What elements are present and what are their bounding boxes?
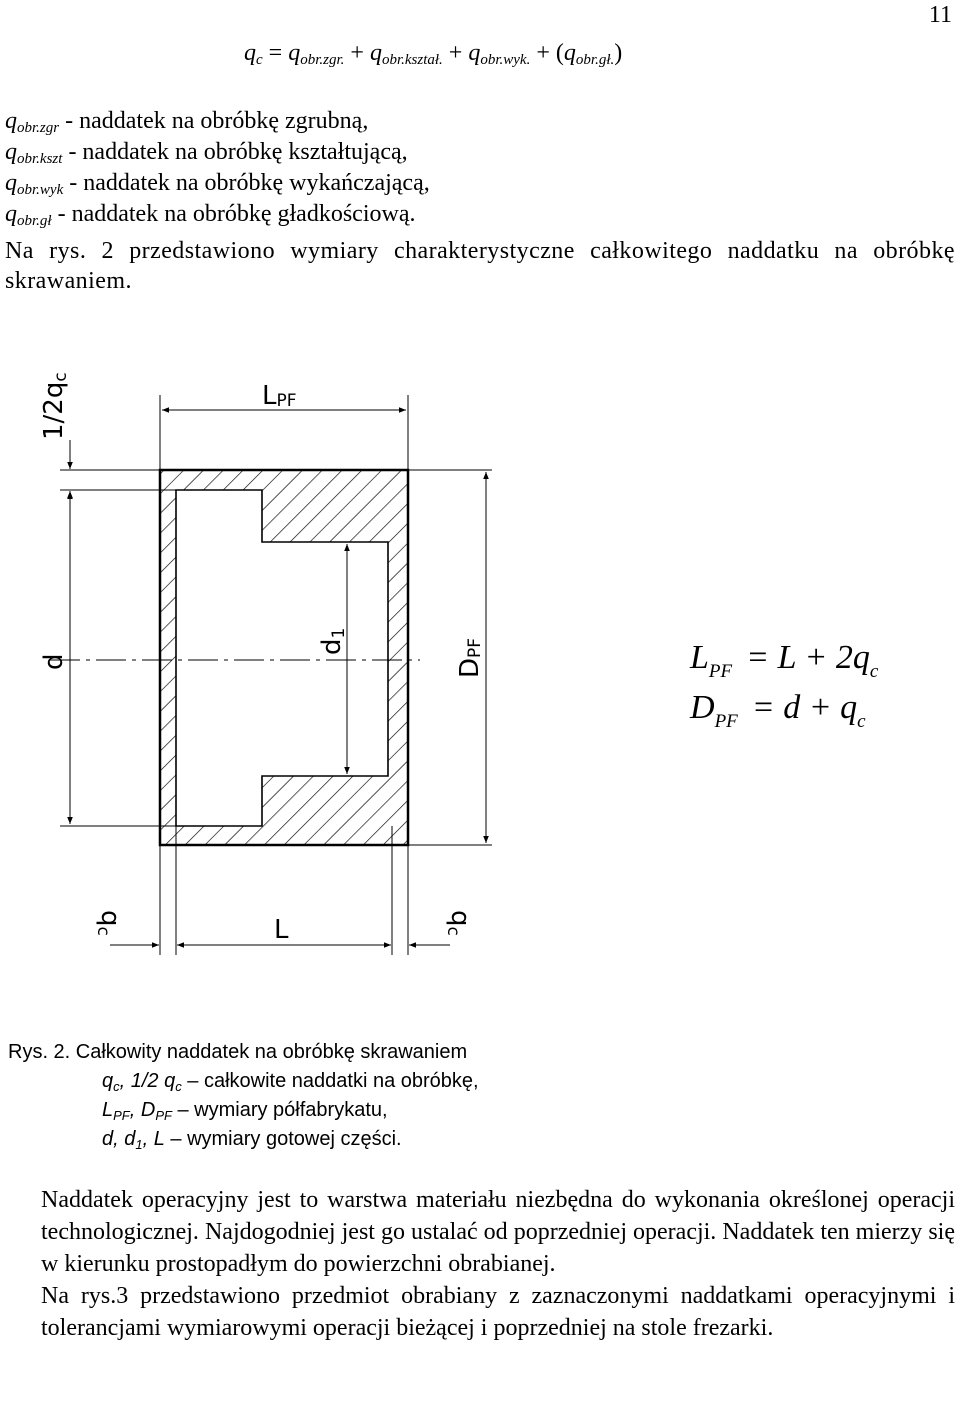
formula-plus2: +: [442, 40, 469, 66]
definition-item: [5, 106, 430, 137]
caption-line: [90, 1125, 479, 1154]
caption-title: Rys. 2. Całkowity naddatek na obróbkę skrawaniem: [8, 1041, 468, 1063]
label-qc-left: qc: [93, 910, 125, 936]
formula-lhs-sub: c: [256, 52, 263, 68]
label-qc-right: qc: [443, 910, 475, 936]
allowance-figure: [0, 330, 960, 970]
caption-text: – wymiary gotowej części.: [164, 1128, 402, 1150]
paragraph-intro: Na rys. 2 przedstawiono wymiary charakterystyczne całkowitego naddatku na obróbkę skrawaniem.: [5, 238, 955, 294]
caption-symbol-sub: PF: [155, 1108, 172, 1123]
formula-t4-sub: obr.gł.: [575, 52, 615, 68]
caption-symbol: , L: [142, 1128, 165, 1150]
formula-plus1: +: [344, 40, 370, 66]
page-number: 11: [928, 2, 952, 28]
caption-symbol: L: [102, 1099, 114, 1121]
equation-dpf: $D_{PF} = d + q_c$: [690, 689, 866, 732]
formula-paren-open: (: [555, 40, 564, 66]
definition-item: [5, 137, 430, 168]
paragraph-allowance-definition: Naddatek operacyjny jest to warstwa materiału niezbędna do wykonania określonej operacji technologicznej. Najdogodniej jest go ustalać od poprzedniej operacji. Naddatek ten mierzy się w kierunku prostopadłym do powierzchni obrabianej.: [41, 1187, 955, 1277]
caption-symbol: q: [102, 1070, 114, 1092]
definition-text: - naddatek na obróbkę wykańczającą,: [63, 170, 430, 196]
formula-plus3: +: [530, 40, 556, 66]
caption-symbol-sub: 1: [135, 1137, 143, 1152]
caption-symbol: , D: [129, 1099, 156, 1121]
definition-item: [5, 168, 430, 199]
formula-t2: q: [369, 40, 382, 66]
definition-symbol: q: [5, 139, 17, 165]
caption-text: – wymiary półfabrykatu,: [171, 1099, 388, 1121]
formula-t1-sub: obr.zgr.: [300, 52, 345, 68]
definition-symbol: q: [5, 108, 17, 134]
caption-line: [90, 1096, 479, 1125]
caption-symbol: d, d: [102, 1128, 136, 1150]
caption-symbol: , 1/2 q: [119, 1070, 176, 1092]
paragraph-figure-reference: Na rys.3 przedstawiono przedmiot obrabiany z zaznaczonymi naddatkami operacyjnymi i tolerancjami wymiarowymi operacji bieżącej i poprzedniej na stole frezarki.: [41, 1283, 955, 1341]
definition-text: - naddatek na obróbkę kształtującą,: [62, 139, 408, 165]
caption-symbol-sub: c: [175, 1079, 182, 1094]
definition-text: - naddatek na obróbkę zgrubną,: [59, 108, 369, 134]
definition-symbol: q: [5, 170, 17, 196]
definition-symbol-sub: obr.gł: [17, 213, 52, 229]
definitions-list: [5, 106, 430, 230]
label-half-qc: 1/2qc: [39, 372, 71, 440]
formula-eq: =: [262, 40, 289, 66]
caption-symbol-sub: PF: [113, 1108, 130, 1123]
label-l: L: [274, 915, 289, 945]
definition-symbol-sub: obr.zgr: [17, 120, 60, 136]
definition-symbol: q: [5, 201, 17, 227]
formula-lhs: q: [244, 40, 256, 66]
formula-t3: q: [468, 40, 481, 66]
definition-text: - naddatek na obróbkę gładkościową.: [51, 201, 416, 227]
label-d1: d1: [317, 627, 349, 655]
label-lpf: LPF: [262, 381, 297, 411]
formula-t3-sub: obr.wyk.: [480, 52, 531, 68]
formula-paren-close: ): [614, 40, 623, 66]
formula-t4: q: [563, 40, 576, 66]
body-text: [5, 1184, 955, 1344]
definition-symbol-sub: obr.wyk: [17, 182, 64, 198]
figure-caption: [8, 1038, 479, 1154]
definition-item: [5, 199, 430, 230]
caption-text: – całkowite naddatki na obróbkę,: [181, 1070, 479, 1092]
formula-t2-sub: obr.kształ.: [381, 52, 443, 68]
total-allowance-formula: [244, 40, 622, 67]
label-d: d: [39, 653, 69, 670]
formula-t1: q: [288, 40, 301, 66]
label-dpf: DPF: [455, 637, 485, 678]
caption-line: [90, 1067, 479, 1096]
definition-symbol-sub: obr.kszt: [17, 151, 63, 167]
caption-symbol-sub: c: [113, 1079, 120, 1094]
equation-lpf: $L_{PF} = L + 2q_c$: [690, 639, 879, 682]
